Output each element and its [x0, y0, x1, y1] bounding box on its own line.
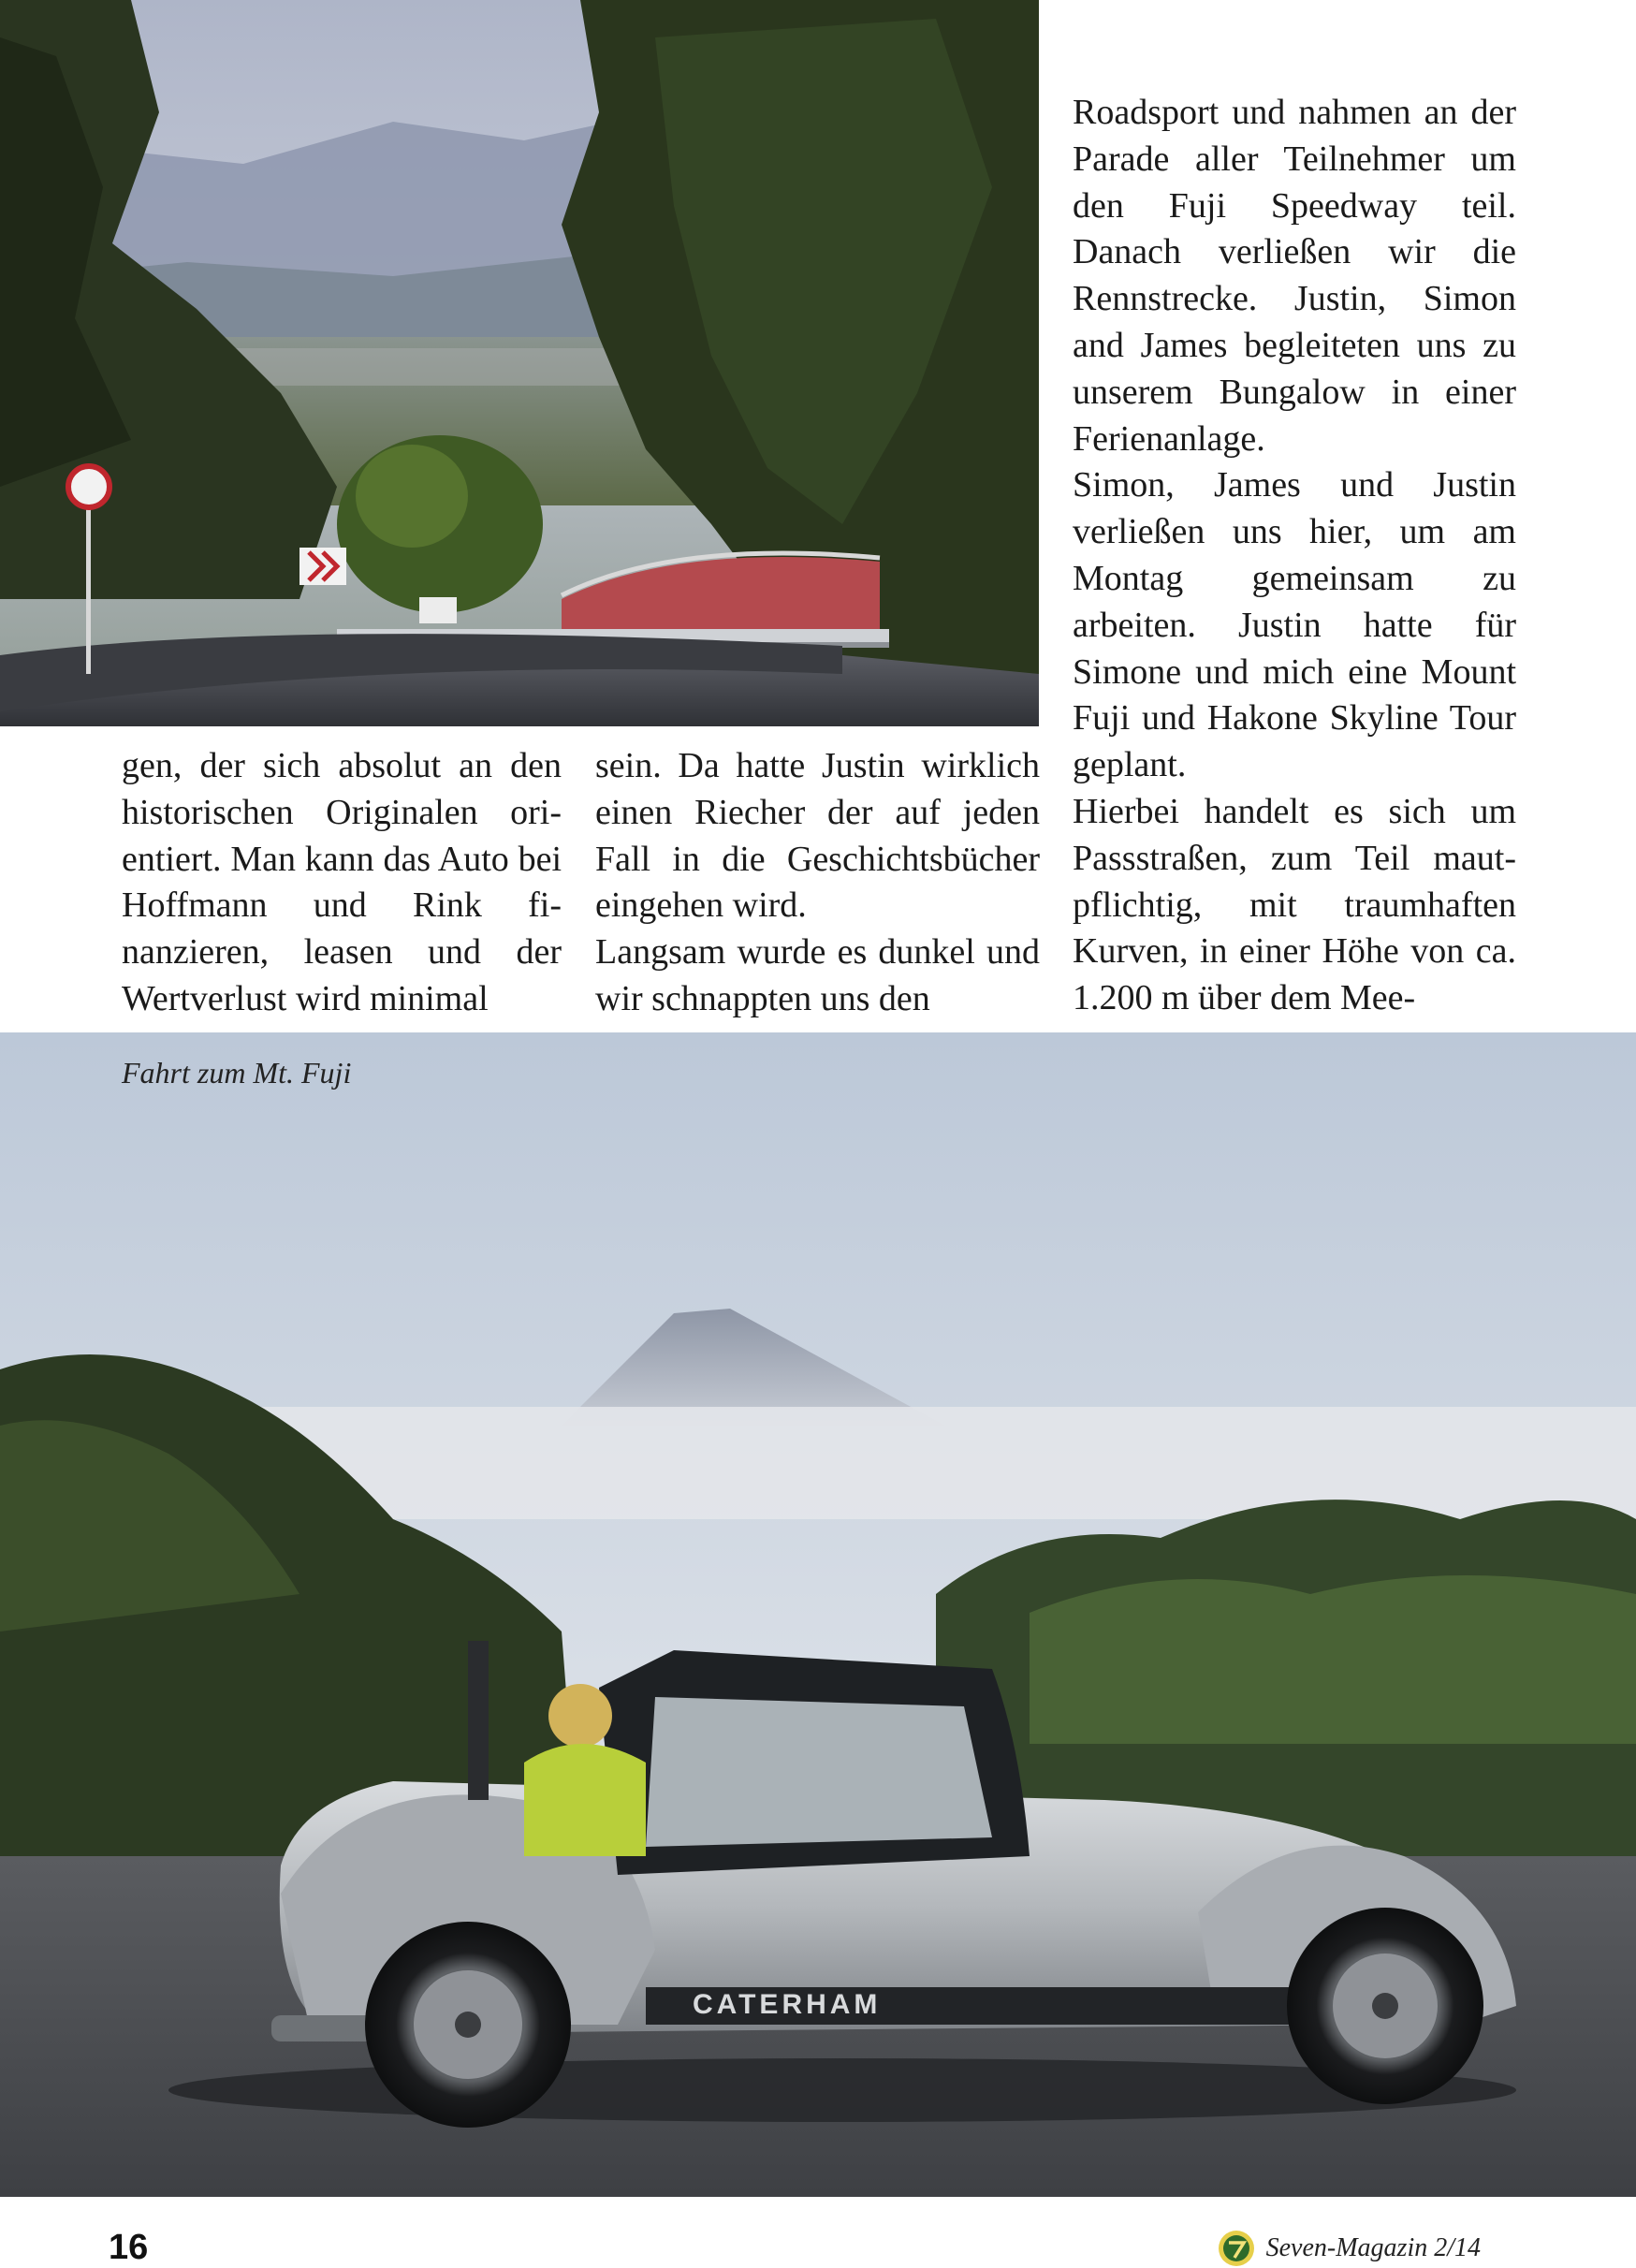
paragraph: Langsam wurde es dunkel und wir schnappten uns den [595, 932, 1040, 1018]
page-number: 16 [109, 2228, 149, 2267]
magazine-title: Seven-Magazin 2/14 [1265, 2233, 1481, 2262]
paragraph: sein. Da hatte Justin wirklich einen Riecher der auf jeden Fall in die Geschichtsbücher eingehen wird. [595, 746, 1040, 926]
article-column-left [122, 743, 562, 1023]
article-column-right [1073, 90, 1516, 1022]
paragraph: gen, der sich absolut an den historischen Originalen orientiert. Man kann das Auto bei Hoffmann und Rink finanzieren, leasen und der Wertverlust wird minimal [122, 746, 562, 1018]
paragraph: Simon, James und Justin verließen uns hier, um am Montag gemeinsam zu arbeiten. Justin hatte für Simone und mich eine Mount Fuji und Hakone Skyline Tour geplant. [1073, 465, 1516, 785]
paragraph: Hierbei handelt es sich um Passstraßen, zum Teil mautpflichtig, mit traumhaften Kurven, in einer Höhe von ca. 1.200 m über dem Mee- [1073, 791, 1516, 1018]
magazine-footer [1218, 2230, 1481, 2267]
photo-mountain-road [0, 0, 1039, 726]
seven-logo-icon [1218, 2230, 1255, 2267]
car-badge-text: CATERHAM [693, 1989, 882, 2020]
photo-car-mt-fuji [0, 1032, 1636, 2197]
article-column-middle [595, 743, 1040, 1023]
photo-caption: Fahrt zum Mt. Fuji [122, 1056, 352, 1090]
paragraph: Roadsport und nahmen an der Parade aller Teilnehmer um den Fuji Speedway teil. Danach verließen wir die Rennstrecke. Justin, Simon and James begleiteten uns zu unserem Bungalow in einer Ferienanlage. [1073, 93, 1516, 459]
